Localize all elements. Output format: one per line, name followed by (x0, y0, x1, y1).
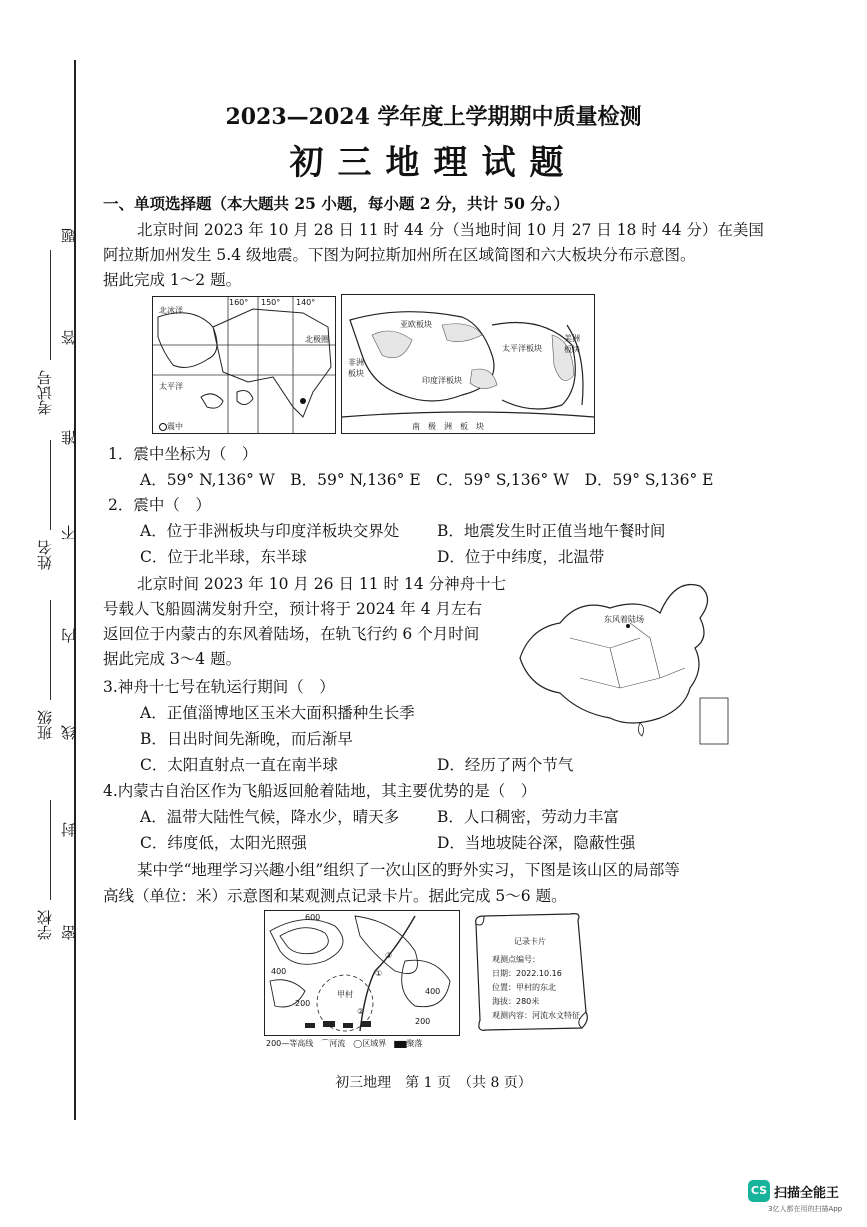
seal-char: 线 (60, 725, 78, 740)
field-school: 学校 (36, 910, 54, 940)
field-school-line (50, 800, 51, 900)
page-footer: 初三地理 第 1 页 （共 8 页） (335, 1075, 532, 1091)
map-label: 北冰洋 (159, 306, 183, 315)
scanner-tagline: 3亿人都在用的扫描App (768, 1205, 843, 1213)
subject-title: 初三地理试题 (289, 143, 578, 183)
passage-line: 北京时间 2023 年 10 月 28 日 11 时 44 分（当地时间 10 月 27 日 18 时 44 分）在美国 (137, 221, 764, 239)
q1-stem: 1．震中坐标为（ ） (108, 445, 258, 463)
landing-site-label: 东风着陆场 (604, 615, 644, 624)
seal-char: 封 (60, 822, 78, 837)
plate-label: 非洲板块 (348, 358, 364, 378)
plate-label: 南 极 洲 板 块 (412, 422, 484, 431)
binding-line (74, 60, 76, 1120)
map-label: 160° (229, 298, 249, 307)
scanner-name: 扫描全能王 (774, 1186, 840, 1201)
q3-option-b: B．日出时间先渐晚，而后渐早 (140, 730, 353, 748)
map-label: 太平洋 (159, 382, 183, 391)
passage-line: 高线（单位：米）示意图和某观测点记录卡片。据此完成 5～6 题。 (103, 887, 567, 905)
q3-option-d: D．经历了两个节气 (437, 756, 574, 774)
village-label: 甲村 (337, 990, 353, 999)
q4-option-a: A．温带大陆性气候，降水少，晴天多 (140, 808, 400, 826)
field-name: 姓名 (36, 540, 54, 570)
field-name-line (50, 440, 51, 530)
passage-line: 返回位于内蒙古的东风着陆场，在轨飞行约 6 个月时间 (103, 625, 480, 643)
passage-line: 某中学“地理学习兴趣小组”组织了一次山区的野外实习，下图是该山区的局部等 (137, 861, 680, 879)
alaska-map-drawing (153, 297, 335, 433)
q2-option-a: A．位于非洲板块与印度洋板块交界处 (140, 522, 400, 540)
plates-map (341, 294, 595, 434)
q2-option-b: B．地震发生时正值当地午餐时间 (437, 522, 666, 540)
q3-option-a: A．正值淄博地区玉米大面积播种生长季 (140, 704, 415, 722)
seal-char: 内 (60, 628, 78, 643)
china-map-drawing (510, 568, 732, 748)
china-map (510, 568, 732, 748)
contour-label: 200 (295, 999, 311, 1008)
exam-title: 2023—2024 学年度上学期期中质量检测 (225, 104, 642, 130)
card-row: 海拔：280米 (492, 997, 540, 1006)
contour-map (264, 910, 460, 1036)
q3-stem: 3.神舟十七号在轨运行期间（ ） (103, 678, 335, 696)
seal-char: 密 (60, 925, 78, 940)
plate-label: 美洲板块 (564, 334, 580, 354)
seal-char: 准 (60, 430, 78, 445)
card-row: 位置：甲村的东北 (492, 983, 556, 992)
point-label: ③ (385, 951, 393, 960)
seal-char: 答 (60, 330, 78, 345)
scanner-watermark (748, 1178, 858, 1218)
card-row: 日期：2022.10.16 (492, 969, 562, 978)
passage-line: 据此完成 3～4 题。 (103, 650, 242, 668)
plates-map-drawing (342, 295, 594, 433)
contour-legend: 200—等高线 ⌒河流 ◯区域界 ▆▆聚落 (266, 1039, 423, 1048)
contour-label: 200 (415, 1017, 431, 1026)
contour-label: 400 (271, 967, 287, 976)
seal-char: 题 (60, 228, 78, 243)
plate-label: 亚欧板块 (400, 320, 432, 329)
alaska-map (152, 296, 336, 434)
map-label: 140° (296, 298, 316, 307)
q4-option-c: C．纬度低，太阳光照强 (140, 834, 307, 852)
plate-label: 太平洋板块 (502, 344, 542, 353)
field-exam-number: 考试号 (36, 370, 54, 415)
map-label: 150° (261, 298, 281, 307)
epicenter-icon (159, 423, 167, 431)
contour-label: 600 (305, 913, 321, 922)
contour-label: 400 (425, 987, 441, 996)
field-class: 班级 (36, 710, 54, 740)
q1-options: A．59° N,136° W B．59° N,136° E C．59° S,136° W D．59° S,136° E (140, 471, 714, 489)
seal-char: 不 (60, 525, 78, 540)
plate-label: 印度洋板块 (422, 376, 462, 385)
passage-line: 北京时间 2023 年 10 月 26 日 11 时 14 分神舟十七 (137, 575, 507, 593)
field-class-line (50, 600, 51, 700)
card-row: 观测点编号： (492, 955, 540, 964)
passage-line: 据此完成 1～2 题。 (103, 271, 242, 289)
section-heading: 一、单项选择题（本大题共 25 小题，每小题 2 分，共计 50 分。） (103, 194, 570, 213)
map-label: 北极圈 (305, 335, 329, 344)
q2-option-d: D．位于中纬度，北温带 (437, 548, 605, 566)
passage-line: 号载人飞船圆满发射升空，预计将于 2024 年 4 月左右 (103, 600, 483, 618)
map-label: 震中 (167, 422, 183, 431)
scanner-logo-icon: CS (748, 1180, 770, 1202)
field-exam-number-line (50, 250, 51, 360)
point-label: ② (357, 1007, 365, 1016)
q2-option-c: C．位于北半球，东半球 (140, 548, 307, 566)
q4-stem: 4.内蒙古自治区作为飞船返回舱着陆地，其主要优势的是（ ） (103, 782, 537, 800)
q2-stem: 2．震中（ ） (108, 496, 211, 514)
q4-option-b: B．人口稠密，劳动力丰富 (437, 808, 619, 826)
passage-line: 阿拉斯加州发生 5.4 级地震。下图为阿拉斯加州所在区域简图和六大板块分布示意图。 (103, 246, 696, 264)
q3-option-c: C．太阳直射点一直在南半球 (140, 756, 338, 774)
card-row: 观测内容：河流水文特征 (492, 1011, 580, 1020)
q4-option-d: D．当地坡陡谷深，隐蔽性强 (437, 834, 636, 852)
point-label: ① (375, 969, 383, 978)
record-card (470, 910, 592, 1034)
card-title: 记录卡片 (514, 937, 546, 946)
